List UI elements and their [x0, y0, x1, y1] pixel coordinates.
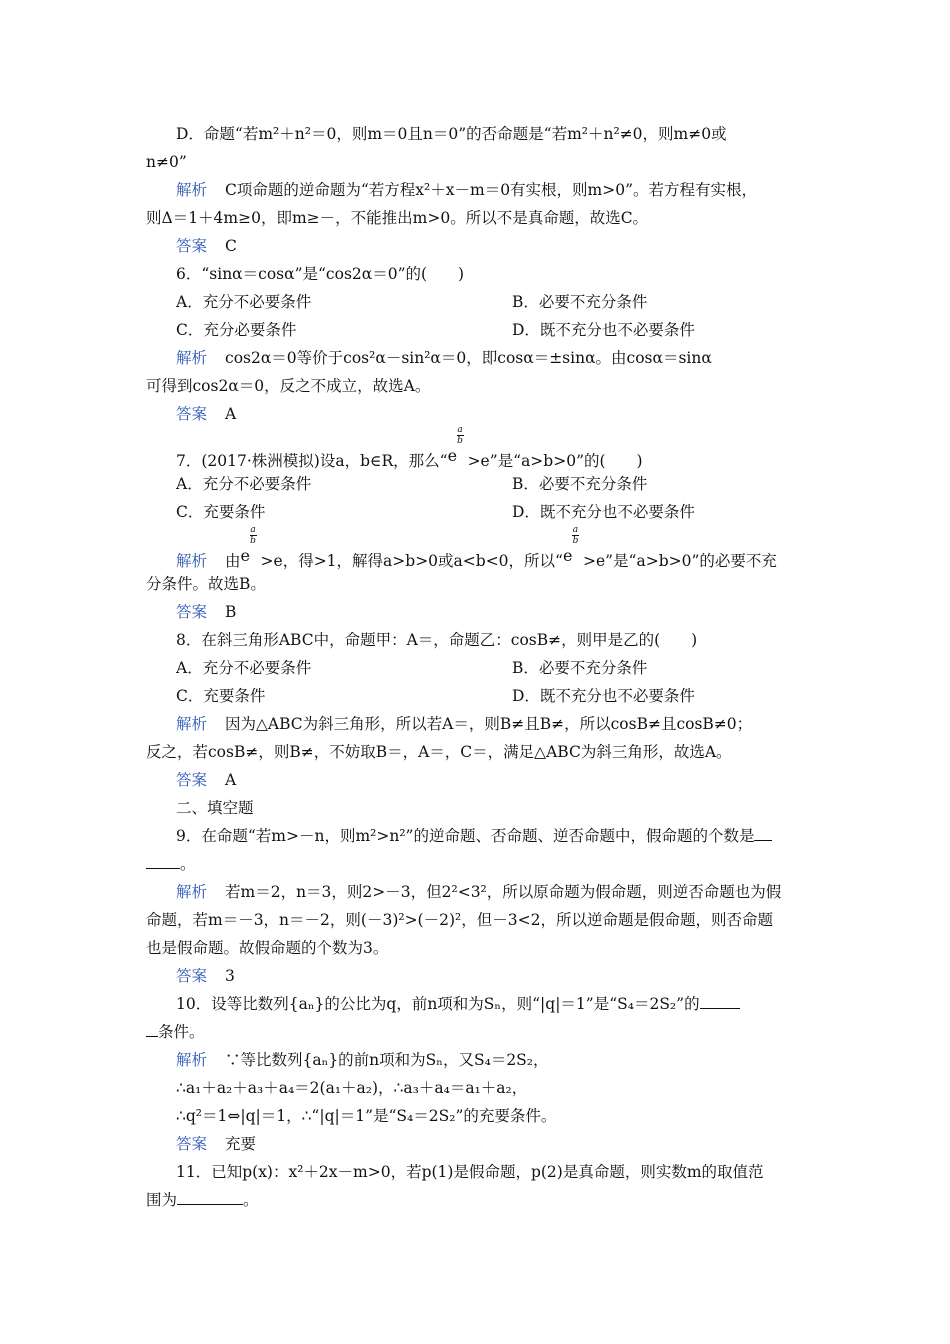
answer-label: 答案	[176, 967, 208, 985]
q10-answer: 答案 充要	[176, 1135, 257, 1153]
answer-blank	[700, 994, 740, 1009]
q8-answer: 答案 A	[176, 771, 237, 789]
q5-option-d-line1: D．命题“若m²＋n²＝0，则m＝0且n＝0”的否命题是“若m²＋n²≠0，则m≠0或	[176, 125, 727, 143]
q10-stem-line1: 10．设等比数列{aₙ}的公比为q，前n项和为Sₙ，则“|q|＝1”是“S₄＝2S₂”的	[176, 994, 740, 1014]
q10-analysis-line1: 解析 ∵等比数列{aₙ}的前n项和为Sₙ，又S₄＝2S₂，	[176, 1051, 549, 1069]
answer-label: 答案	[176, 405, 208, 423]
analysis-label: 解析	[176, 1051, 208, 1069]
answer-label: 答案	[176, 771, 208, 789]
q10-analysis-line2: ∴a₁＋a₂＋a₃＋a₄＝2(a₁＋a₂)，∴a₃＋a₄＝a₁＋a₂，	[176, 1079, 528, 1097]
q8-option-b: B．必要不充分条件	[512, 659, 648, 677]
answer-blank	[146, 1022, 158, 1037]
analysis-label: 解析	[176, 349, 208, 367]
q6-analysis-line2: 可得到cos2α＝0，反之不成立，故选A。	[146, 377, 431, 395]
answer-label: 答案	[176, 1135, 208, 1153]
q7-option-d: D．既不充分也不必要条件	[512, 503, 695, 521]
analysis-label: 解析	[176, 181, 208, 199]
q6-analysis-line1: 解析 cos2α＝0等价于cos²α－sin²α＝0，即cosα＝±sinα。由cosα＝sinα	[176, 349, 712, 367]
q6-option-a: A．充分不必要条件	[176, 293, 312, 311]
q7-stem: 7．(2017·株洲模拟)设a，b∈R，那么“ e a b >e”是“a>b>0”的( )	[176, 425, 643, 470]
q9-stem-line1: 9．在命题“若m>－n，则m²>n²”的逆命题、否命题、逆否命题中，假命题的个数是	[176, 826, 772, 846]
q7-option-b: B．必要不充分条件	[512, 475, 648, 493]
q10-stem-line2: 条件。	[146, 1022, 205, 1042]
q7-option-a: A．充分不必要条件	[176, 475, 312, 493]
q8-stem: 8．在斜三角形ABC中，命题甲：A＝，命题乙：cosB≠，则甲是乙的( )	[176, 631, 698, 649]
section-heading-fill-blank: 二、填空题	[176, 799, 254, 817]
q7-answer: 答案 B	[176, 603, 237, 621]
analysis-label: 解析	[176, 552, 208, 570]
q8-analysis-line2: 反之，若cosB≠，则B≠，不妨取B＝，A＝，C＝，满足△ABC为斜三角形，故选A。	[146, 743, 732, 761]
q5-analysis-line2: 则Δ＝1＋4m≥0，即m≥－，不能推出m>0。所以不是真命题，故选C。	[146, 209, 649, 227]
q11-stem-line1: 11．已知p(x)：x²＋2x－m>0，若p(1)是假命题，p(2)是真命题，则实数m的取值范	[176, 1163, 764, 1181]
q6-option-d: D．既不充分也不必要条件	[512, 321, 695, 339]
exp-a-over-b: e a b	[447, 425, 463, 465]
q6-option-b: B．必要不充分条件	[512, 293, 648, 311]
q5-analysis-line1: 解析 C项命题的逆命题为“若方程x²＋x－m＝0有实根，则m>0”。若方程有实根，	[176, 181, 758, 199]
q6-stem: 6．“sinα＝cosα”是“cos2α＝0”的( )	[176, 265, 465, 283]
q11-stem-line2: 围为 。	[146, 1191, 259, 1209]
analysis-label: 解析	[176, 883, 208, 901]
q9-answer: 答案 3	[176, 967, 235, 985]
q9-analysis-line2: 命题，若m＝－3，n＝－2，则(－3)²>(－2)²，但－3<2，所以逆命题是假命题，则否命题	[146, 911, 773, 929]
q9-stem-line2: 。	[146, 854, 196, 874]
q8-option-d: D．既不充分也不必要条件	[512, 687, 695, 705]
q8-option-a: A．充分不必要条件	[176, 659, 312, 677]
q7-option-c: C．充要条件	[176, 503, 266, 521]
q7-analysis-line2: 分条件。故选B。	[146, 575, 266, 593]
q9-analysis-line3: 也是假命题。故假命题的个数为3。	[146, 939, 389, 957]
answer-blank	[177, 1190, 243, 1205]
q10-analysis-line3: ∴q²＝1⇔|q|＝1，∴“|q|＝1”是“S₄＝2S₂”的充要条件。	[176, 1107, 557, 1125]
q6-answer: 答案 A	[176, 405, 237, 423]
q8-option-c: C．充要条件	[176, 687, 266, 705]
analysis-label: 解析	[176, 715, 208, 733]
answer-label: 答案	[176, 237, 208, 255]
q9-analysis-line1: 解析 若m＝2，n＝3，则2>－3，但2²<3²，所以原命题为假命题，则逆否命题也为假	[176, 883, 782, 901]
answer-blank	[754, 826, 772, 841]
q7-analysis-line1: 解析 由 e a b >e，得>1，解得a>b>0或a<b<0，所以“ e a b >e”是“a>b>0”的必要不充	[176, 525, 777, 570]
q8-analysis-line1: 解析 因为△ABC为斜三角形，所以若A＝，则B≠且B≠，所以cosB≠且cosB≠0；	[176, 715, 753, 733]
q5-answer: 答案 C	[176, 237, 237, 255]
q5-option-d-line2: n≠0”	[146, 153, 187, 171]
answer-blank	[146, 854, 180, 869]
exp-a-over-b: e a b	[240, 525, 256, 565]
q6-option-c: C．充分必要条件	[176, 321, 297, 339]
answer-label: 答案	[176, 603, 208, 621]
exp-a-over-b: e a b	[562, 525, 579, 565]
